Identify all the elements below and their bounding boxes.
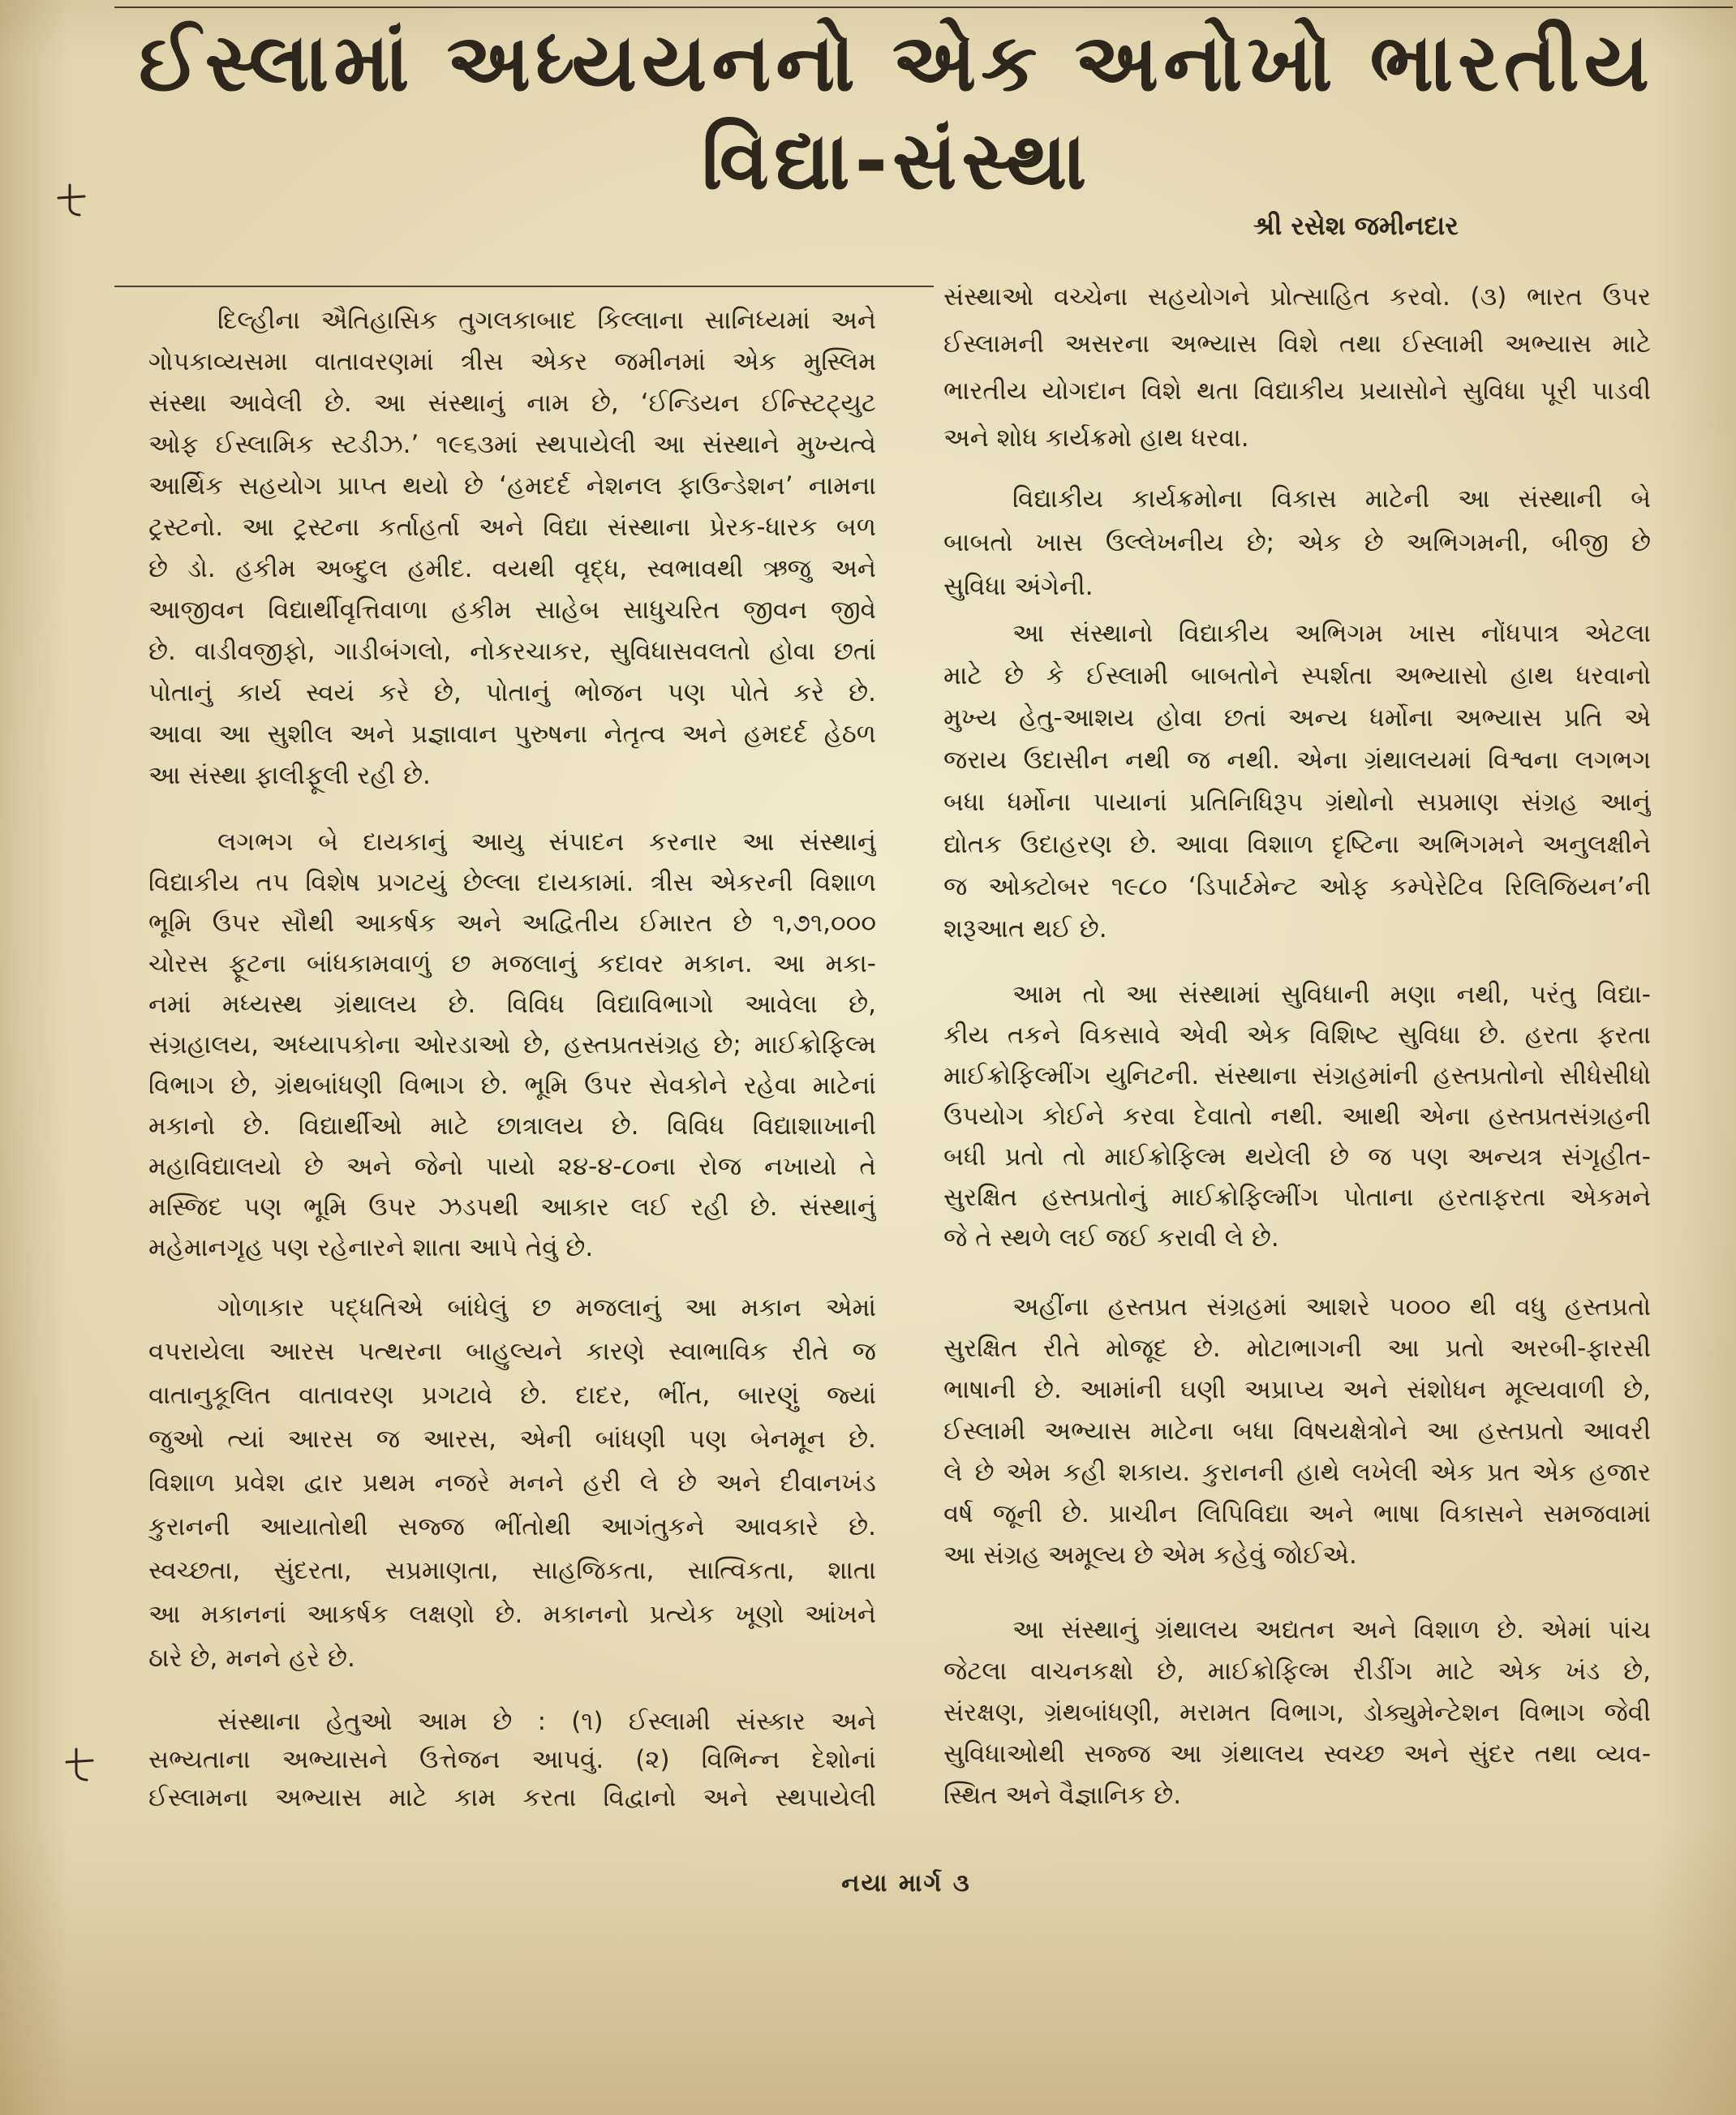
text-line: જુઓ ત્યાં આરસ જ આરસ, એની બાંધણી પણ બેનમૂન છે. <box>148 1425 876 1454</box>
text-line: ઉપયોગ કોઈને કરવા દેવાતો નથી. આથી એના હસ્તપ્રતસંગ્રહની <box>943 1102 1651 1131</box>
paragraph <box>148 1286 876 1680</box>
title-line-2: વિદ્યા-સંસ્થા <box>701 115 1092 208</box>
text-line: બધી પ્રતો તો માઈક્રોફિલ્મ થયેલી છે જ પણ અન્યત્ર સંગૃહીત- <box>943 1142 1651 1171</box>
text-line: જે તે સ્થળે લઈ જઈ કરાવી લે છે. <box>943 1223 1279 1253</box>
text-line: મહેમાનગૃહ પણ રહેનારને શાતા આપે તેવું છે. <box>148 1233 594 1262</box>
paragraph <box>943 273 1651 462</box>
text-line: નમાં મધ્યસ્થ ગ્રંથાલય છે. વિવિધ વિદ્યાવિભાગો આવેલા છે, <box>148 990 876 1019</box>
margin-mark <box>60 1744 102 1786</box>
text-line: વિદ્યાકીય કાર્યક્રમોના વિકાસ માટેની આ સંસ્થાની બે <box>1012 484 1651 514</box>
text-line: ચોરસ ફૂટના બાંધકામવાળું છ મજલાનું કદાવર મકાન. આ મકા- <box>148 949 876 978</box>
text-line: સંસ્થાના હેતુઓ આમ છે : (૧) ઈસ્લામી સંસ્કાર અને <box>217 1707 876 1736</box>
text-line: વિશાળ પ્રવેશ દ્વાર પ્રથમ નજરે મનને હરી લે છે અને દીવાનખંડ <box>148 1468 876 1498</box>
text-line: છે. વાડીવજીફો, ગાડીબંગલો, નોકરચાકર, સુવિધાસવલતો હોવા છતાં <box>148 637 876 666</box>
text-line: અને શોધ કાર્યક્રમો હાથ ધરવા. <box>943 423 1249 453</box>
text-line: લે છે એમ કહી શકાય. કુરાનની હાથે લખેલી એક પ્રત એક હજાર <box>943 1458 1651 1487</box>
text-line: શરૂઆત થઈ છે. <box>943 914 1107 944</box>
text-line: આજીવન વિદ્યાર્થીવૃત્તિવાળા હકીમ સાહેબ સાધુચરિત જીવન જીવે <box>148 595 876 625</box>
text-line: મુખ્ય હેતુ-આશય હોવા છતાં અન્ય ધર્મોના અભ્યાસ પ્રતિ એ <box>943 703 1651 733</box>
text-line: મકાનો છે. વિદ્યાર્થીઓ માટે છાત્રાલય છે. વિવિધ વિદ્યાશાખાની <box>148 1111 876 1141</box>
left-column <box>148 0 876 2115</box>
text-line: માઈક્રોફિલ્મીંગ યુનિટની. સંસ્થાના સંગ્રહમાંની હસ્તપ્રતોનો સીધેસીધો <box>943 1061 1651 1090</box>
text-line: જેટલા વાચનકક્ષો છે, માઈક્રોફિલ્મ રીડીંગ માટે એક ખંડ છે, <box>943 1657 1651 1686</box>
text-line: આવા આ સુશીલ અને પ્રજ્ઞાવાન પુરુષના નેતૃત્વ અને હમદર્દ હેઠળ <box>148 720 876 749</box>
text-line: વાતાનુકૂલિત વાતાવરણ પ્રગટાવે છે. દાદર, ભીંત, બારણું જ્યાં <box>148 1381 876 1410</box>
text-line: આમ તો આ સંસ્થામાં સુવિધાની મણા નથી, પરંતુ વિદ્યા- <box>1012 980 1651 1009</box>
text-line: માટે છે કે ઈસ્લામી બાબતોને સ્પર્શતા અભ્યાસો હાથ ધરવાનો <box>943 661 1651 690</box>
text-line: મસ્જિદ પણ ભૂમિ ઉપર ઝડપથી આકાર લઈ રહી છે. સંસ્થાનું <box>148 1193 876 1222</box>
text-line: આર્થિક સહયોગ પ્રાપ્ત થયો છે ‘હમદર્દ નેશનલ ફાઉન્ડેશન’ નામના <box>148 471 876 501</box>
text-line: પોતાનું કાર્ય સ્વયં કરે છે, પોતાનું ભોજન પણ પોતે કરે છે. <box>148 678 876 707</box>
paragraph <box>943 477 1651 608</box>
text-line: કીય તકને વિકસાવે એવી એક વિશિષ્ટ સુવિધા છે. હરતા ફરતા <box>943 1021 1651 1050</box>
text-line: સભ્યતાના અભ્યાસને ઉત્તેજન આપવું. (૨) વિભિન્ન દેશોનાં <box>148 1745 876 1774</box>
text-line: સ્થિત અને વૈજ્ઞાનિક છે. <box>943 1781 1182 1810</box>
text-line: સંસ્થાઓ વચ્ચેના સહયોગને પ્રોત્સાહિત કરવો. (૩) ભારત ઉપર <box>943 282 1651 312</box>
text-line: વર્ષ જૂની છે. પ્રાચીન લિપિવિદ્યા અને ભાષા વિકાસને સમજવામાં <box>943 1499 1651 1528</box>
text-line: અહીંના હસ્તપ્રત સંગ્રહમાં આશરે ૫૦૦૦ થી વધુ હસ્તપ્રતો <box>1012 1292 1651 1322</box>
text-line: જરાય ઉદાસીન નથી જ નથી. એના ગ્રંથાલયમાં વિશ્વના લગભગ <box>943 746 1651 775</box>
text-line: આ સંગ્રહ અમૂલ્ય છે એમ કહેવું જોઈએ. <box>943 1541 1357 1570</box>
text-line: સુરક્ષિત રીતે મોજૂદ છે. મોટાભાગની આ પ્રતો અરબી-ફારસી <box>943 1334 1651 1363</box>
text-line: ઈસ્લામની અસરના અભ્યાસ વિશે તથા ઈસ્લામી અભ્યાસ માટે <box>943 329 1651 359</box>
text-line: બધા ધર્મોના પાયાનાં પ્રતિનિધિરૂપ ગ્રંથોનો સપ્રમાણ સંગ્રહ આનું <box>943 788 1651 817</box>
text-line: ભારતીય યોગદાન વિશે થતા વિદ્યાકીય પ્રયાસોને સુવિધા પૂરી પાડવી <box>943 376 1651 406</box>
text-line: સંરક્ષણ, ગ્રંથબાંધણી, મરામત વિભાગ, ડોક્યુમેન્ટેશન વિભાગ જેવી <box>943 1698 1651 1727</box>
text-line: દિલ્હીના ઐતિહાસિક તુગલકાબાદ કિલ્લાના સાનિધ્યમાં અને <box>217 306 876 335</box>
text-line: વિદ્યાકીય તપ વિશેષ પ્રગટયું છેલ્લા દાયકામાં. ત્રીસ એકરની વિશાળ <box>148 868 876 897</box>
author-byline: શ્રી રસેશ જમીનદાર <box>1253 210 1459 241</box>
paragraph <box>148 1703 876 1817</box>
right-column <box>943 0 1651 2115</box>
text-line: ઈસ્લામના અભ્યાસ માટે કામ કરતા વિદ્વાનો અને સ્થપાયેલી <box>148 1783 876 1812</box>
paragraph <box>943 613 1651 950</box>
text-line: સુરક્ષિત હસ્તપ્રતોનું માઈક્રોફિલ્મીંગ પોતાના હરતાફરતા એકમને <box>943 1183 1651 1212</box>
text-line: સંસ્થા આવેલી છે. આ સંસ્થાનું નામ છે, ‘ઈન્ડિયન ઈન્સ્ટિટ્યુટ <box>148 389 876 418</box>
paragraph <box>148 822 876 1268</box>
title-line-1: ઈસ્લામાં અધ્યયનનો એક અનોખો ભારતીય <box>138 17 1655 110</box>
text-line: ઠારે છે, મનને હરે છે. <box>148 1644 355 1673</box>
text-line: આ મકાનનાં આકર્ષક લક્ષણો છે. મકાનનો પ્રત્યેક ખૂણો આંખને <box>148 1600 876 1629</box>
text-line: ભાષાની છે. આમાંની ઘણી અપ્રાપ્ય અને સંશોધન મૂલ્યવાળી છે, <box>943 1375 1651 1404</box>
text-line: ટ્રસ્ટનો. આ ટ્રસ્ટના કર્તાહર્તા અને વિદ્યા સંસ્થાના પ્રેરક-ધારક બળ <box>148 513 876 542</box>
text-line: આ સંસ્થાનું ગ્રંથાલય અદ્યતન અને વિશાળ છે. એમાં પાંચ <box>1012 1615 1651 1644</box>
text-line: સંગ્રહાલય, અધ્યાપકોના ઓરડાઓ છે, હસ્તપ્રતસંગ્રહ છે; માઈક્રોફિલ્મ <box>148 1030 876 1060</box>
text-line: સ્વચ્છતા, સુંદરતા, સપ્રમાણતા, સાહજિકતા, સાત્વિકતા, શાતા <box>148 1556 876 1585</box>
paragraph <box>148 300 876 797</box>
text-line: સુવિધાઓથી સજ્જ આ ગ્રંથાલય સ્વચ્છ અને સુંદર તથા વ્યવ- <box>943 1739 1651 1769</box>
text-line: કુરાનની આયાતોથી સજ્જ ભીંતોથી આગંતુકને આવકારે છે. <box>148 1512 876 1541</box>
footer-page-label: નયા માર્ગ ૩ <box>841 1869 971 1898</box>
text-line: જ ઓક્ટોબર ૧૯૮૦ ‘ડિપાર્ટમેન્ટ ઓફ કમ્પેરેટિવ રિલિજિયન’ની <box>943 872 1651 901</box>
text-line: સુવિધા અંગેની. <box>943 572 1094 601</box>
text-line: વિભાગ છે, ગ્રંથબાંધણી વિભાગ છે. ભૂમિ ઉપર સેવકોને રહેવા માટેનાં <box>148 1071 876 1100</box>
text-line: આ સંસ્થાનો વિદ્યાકીય અભિગમ ખાસ નોંધપાત્ર એટલા <box>1012 619 1651 648</box>
paragraph <box>943 1287 1651 1576</box>
text-line: ઈસ્લામી અભ્યાસ માટેના બધા વિષયક્ષેત્રોને આ હસ્તપ્રતો આવરી <box>943 1416 1651 1446</box>
text-line: ભૂમિ ઉપર સૌથી આકર્ષક અને અદ્વિતીય ઈમારત છે ૧,૭૧,૦૦૦ <box>148 909 876 938</box>
text-line: છે ડો. હકીમ અબ્દુલ હમીદ. વયથી વૃદ્ધ, સ્વભાવથી ઋજુ અને <box>148 554 876 583</box>
text-line: ગોપકાવ્યસમા વાતાવરણમાં ત્રીસ એકર જમીનમાં એક મુસ્લિમ <box>148 347 876 376</box>
text-line: આ સંસ્થા ફાલીફૂલી રહી છે. <box>148 761 431 790</box>
text-line: દ્યોતક ઉદાહરણ છે. આવા વિશાળ દૃષ્ટિના અભિગમને અનુલક્ષીને <box>943 830 1651 859</box>
text-line: મહાવિદ્યાલયો છે અને જેનો પાયો ૨૪-૪-૮૦ના રોજ નખાયો તે <box>148 1152 876 1181</box>
margin-mark <box>52 178 94 221</box>
text-line: બાબતો ખાસ ઉલ્લેખનીય છે; એક છે અભિગમની, બીજી છે <box>943 528 1651 557</box>
paragraph <box>943 974 1651 1258</box>
paragraph <box>943 1610 1651 1816</box>
text-line: લગભગ બે દાયકાનું આયુ સંપાદન કરનાર આ સંસ્થાનું <box>217 828 876 857</box>
text-line: ઓફ ઈસ્લામિક સ્ટડીઝ.’ ૧૯૬૩માં સ્થપાયેલી આ સંસ્થાને મુખ્યત્વે <box>148 430 876 459</box>
text-line: વપરાયેલા આરસ પત્થરના બાહુલ્યને કારણે સ્વાભાવિક રીતે જ <box>148 1337 876 1366</box>
text-line: ગોળાકાર પદ્ધતિએ બાંધેલું છ મજલાનું આ મકાન એમાં <box>217 1293 876 1322</box>
